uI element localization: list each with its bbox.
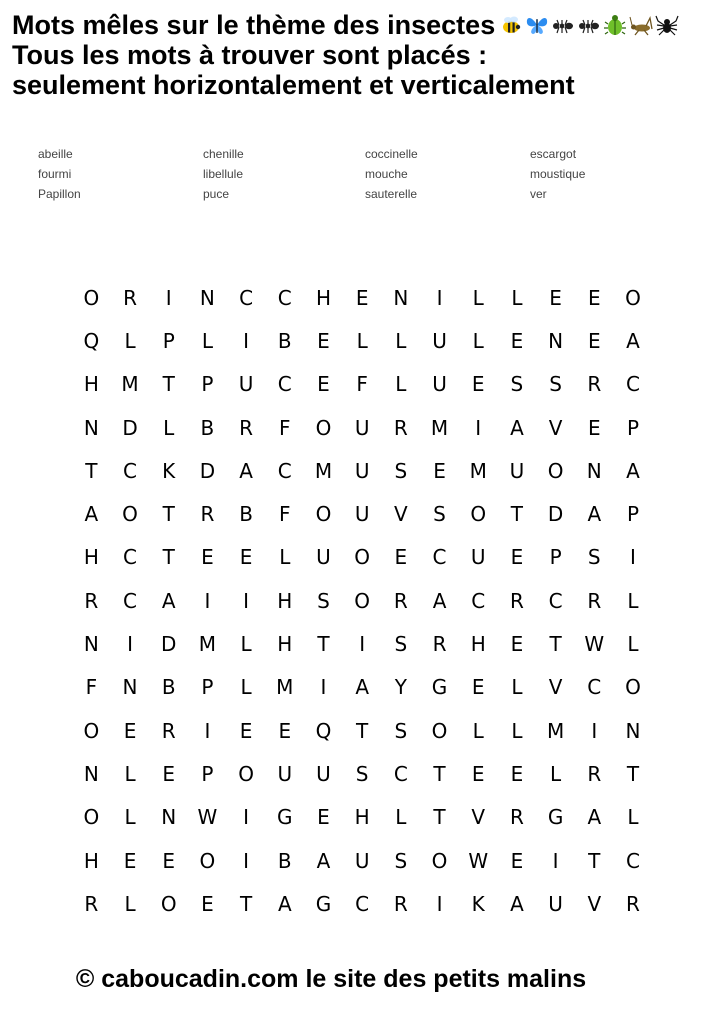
grid-cell[interactable]: R: [123, 285, 137, 310]
grid-cell[interactable]: N: [393, 285, 409, 310]
grid-cell[interactable]: L: [240, 675, 252, 700]
grid-cell[interactable]: I: [165, 285, 172, 310]
grid-cell[interactable]: S: [317, 588, 330, 613]
grid-cell[interactable]: D: [199, 458, 216, 483]
grid-cell[interactable]: O: [199, 848, 216, 873]
grid-cell[interactable]: F: [85, 675, 98, 700]
grid-cell[interactable]: V: [394, 502, 408, 527]
grid-cell[interactable]: E: [471, 675, 485, 700]
grid-cell[interactable]: T: [162, 502, 175, 527]
grid-cell[interactable]: U: [354, 415, 370, 440]
grid-cell[interactable]: H: [277, 588, 293, 613]
grid-cell[interactable]: C: [548, 588, 563, 613]
grid-cell[interactable]: N: [199, 285, 215, 310]
grid-cell[interactable]: P: [201, 372, 214, 397]
grid-cell[interactable]: E: [471, 761, 485, 786]
grid-cell[interactable]: E: [587, 415, 601, 440]
grid-cell[interactable]: A: [316, 848, 331, 873]
grid-cell[interactable]: E: [317, 372, 330, 397]
title-line-3: seulement horizontalement et verticalement: [12, 70, 575, 100]
title-line-1: Mots mêles sur le thème des insectes: [12, 10, 712, 40]
grid-cell[interactable]: C: [123, 458, 138, 483]
grid-cell[interactable]: U: [316, 761, 331, 786]
grid-cell[interactable]: O: [625, 675, 641, 700]
grid-cell[interactable]: E: [355, 285, 369, 310]
grid-cell[interactable]: S: [394, 718, 408, 743]
grid-cell[interactable]: R: [84, 891, 99, 916]
grid-cell[interactable]: O: [315, 502, 332, 527]
grid-cell[interactable]: W: [468, 848, 489, 873]
grid-cell[interactable]: M: [546, 718, 565, 743]
grid-cell[interactable]: R: [200, 502, 215, 527]
word-list-item: mouche: [365, 167, 408, 181]
grid-cell[interactable]: E: [239, 545, 253, 570]
grid-cell[interactable]: N: [83, 415, 99, 440]
grid-cell[interactable]: I: [630, 545, 636, 570]
grid-cell[interactable]: B: [239, 502, 253, 527]
grid-cell[interactable]: T: [162, 372, 175, 397]
grid-cell[interactable]: L: [163, 415, 175, 440]
grid-cell[interactable]: P: [549, 545, 562, 570]
title-line-2: Tous les mots à trouver sont placés :: [12, 40, 488, 70]
grid-cell[interactable]: A: [84, 502, 99, 527]
grid-cell[interactable]: S: [394, 848, 408, 873]
grid-cell[interactable]: E: [123, 848, 137, 873]
grid-cell[interactable]: L: [395, 372, 407, 397]
grid-cell[interactable]: E: [278, 718, 292, 743]
grid-cell[interactable]: E: [510, 632, 524, 657]
grid-cell[interactable]: F: [279, 415, 291, 440]
grid-cell[interactable]: R: [587, 588, 602, 613]
grid-cell[interactable]: N: [83, 632, 99, 657]
grid-cell[interactable]: E: [510, 848, 524, 873]
grid-cell[interactable]: C: [239, 285, 254, 310]
grid-cell[interactable]: U: [354, 502, 370, 527]
grid-cell[interactable]: L: [395, 805, 407, 830]
grid-cell[interactable]: P: [201, 675, 214, 700]
grid-cell[interactable]: C: [432, 545, 447, 570]
grid-cell[interactable]: S: [355, 761, 369, 786]
grid-cell[interactable]: U: [354, 458, 370, 483]
grid-cell[interactable]: H: [470, 632, 486, 657]
grid-cell[interactable]: U: [277, 761, 293, 786]
grid-cell[interactable]: C: [277, 372, 292, 397]
grid-cell[interactable]: N: [161, 805, 177, 830]
grid-cell[interactable]: L: [550, 761, 562, 786]
grid-cell[interactable]: B: [277, 328, 292, 353]
grid-cell[interactable]: W: [197, 805, 218, 830]
grid-cell[interactable]: L: [240, 632, 252, 657]
grid-cell[interactable]: R: [393, 588, 408, 613]
grid-cell[interactable]: E: [162, 848, 176, 873]
grid-cell[interactable]: E: [471, 372, 485, 397]
word-list-item: Papillon: [38, 187, 81, 201]
grid-cell[interactable]: R: [239, 415, 254, 440]
grid-cell[interactable]: I: [552, 848, 559, 873]
grid-cell[interactable]: O: [160, 891, 177, 916]
grid-cell[interactable]: R: [626, 891, 640, 916]
grid-cell[interactable]: L: [511, 285, 523, 310]
grid-cell[interactable]: S: [549, 372, 562, 397]
ant-icon: [551, 13, 575, 37]
grid-cell[interactable]: M: [469, 458, 487, 483]
word-list-item: libellule: [203, 167, 244, 181]
word-list-item: coccinelle: [365, 147, 418, 161]
grid-cell[interactable]: T: [85, 458, 98, 483]
grid-cell[interactable]: C: [625, 372, 640, 397]
grid-cell[interactable]: Y: [394, 675, 407, 700]
grid-cell[interactable]: S: [587, 545, 601, 570]
grid-cell[interactable]: O: [354, 545, 371, 570]
grid-cell[interactable]: R: [509, 805, 524, 830]
grid-cell[interactable]: L: [472, 718, 484, 743]
grid-cell[interactable]: R: [587, 372, 602, 397]
grid-cell[interactable]: A: [161, 588, 176, 613]
grid-cell[interactable]: T: [549, 632, 562, 657]
grid-cell[interactable]: T: [239, 891, 253, 916]
grid-cell[interactable]: A: [277, 891, 292, 916]
grid-cell[interactable]: H: [354, 805, 370, 830]
grid-cell[interactable]: M: [276, 675, 294, 700]
grid-cell[interactable]: L: [627, 588, 639, 613]
grid-cell[interactable]: M: [198, 632, 217, 657]
grid-cell[interactable]: A: [626, 328, 640, 353]
grid-cell[interactable]: B: [161, 675, 176, 700]
grid-cell[interactable]: S: [394, 632, 408, 657]
word-list-item: ver: [530, 187, 547, 201]
grid-cell[interactable]: D: [161, 632, 177, 657]
grid-cell[interactable]: F: [279, 502, 291, 527]
grid-cell[interactable]: T: [356, 718, 369, 743]
grid-cell[interactable]: C: [277, 285, 292, 310]
grid-cell[interactable]: A: [432, 588, 447, 613]
grid-cell[interactable]: V: [548, 675, 563, 700]
grid-cell[interactable]: E: [162, 761, 176, 786]
grid-cell[interactable]: D: [547, 502, 564, 527]
grid-cell[interactable]: I: [436, 891, 443, 916]
grid-cell[interactable]: V: [587, 891, 602, 916]
grid-cell[interactable]: E: [201, 545, 214, 570]
grid-cell[interactable]: M: [314, 458, 333, 483]
word-list-item: puce: [203, 187, 230, 201]
grid-cell[interactable]: O: [83, 718, 100, 743]
grid-cell[interactable]: O: [83, 805, 100, 830]
grid-cell[interactable]: T: [433, 805, 446, 830]
grid-cell[interactable]: I: [320, 675, 327, 700]
grid-cell[interactable]: G: [547, 805, 564, 830]
grid-cell[interactable]: C: [625, 848, 640, 873]
grid-cell[interactable]: O: [354, 588, 371, 613]
grid-cell[interactable]: H: [83, 545, 99, 570]
grid-cell[interactable]: L: [201, 328, 213, 353]
bee-icon: [499, 13, 523, 37]
word-list-item: chenille: [203, 147, 244, 161]
cricket-icon: [629, 13, 653, 37]
grid-cell[interactable]: A: [510, 415, 524, 440]
grid-cell[interactable]: B: [277, 848, 292, 873]
grid-cell[interactable]: Q: [315, 718, 332, 743]
grid-cell[interactable]: U: [238, 372, 254, 397]
grid-cell[interactable]: P: [626, 502, 639, 527]
grid-cell[interactable]: H: [83, 848, 99, 873]
grid-cell[interactable]: G: [277, 805, 293, 830]
grid-cell[interactable]: L: [279, 545, 291, 570]
grid-cell[interactable]: C: [355, 891, 370, 916]
grid-cell[interactable]: U: [509, 458, 525, 483]
grid-cell[interactable]: O: [122, 502, 138, 527]
grid-cell[interactable]: R: [587, 761, 602, 786]
grid-cell[interactable]: E: [239, 718, 253, 743]
grid-cell[interactable]: L: [472, 285, 484, 310]
grid-cell[interactable]: E: [510, 328, 524, 353]
grid-cell[interactable]: U: [548, 891, 563, 916]
letter-grid: [72, 276, 652, 925]
grid-cell[interactable]: T: [433, 761, 446, 786]
beetle-icon: [603, 13, 627, 37]
grid-cell[interactable]: A: [626, 458, 640, 483]
footer-copyright: © caboucadin.com le site des petits malins: [75, 965, 587, 993]
grid-cell[interactable]: L: [356, 328, 368, 353]
grid-cell[interactable]: I: [243, 328, 250, 353]
grid-cell[interactable]: O: [625, 285, 641, 310]
word-list-item: escargot: [530, 147, 577, 161]
grid-cell[interactable]: C: [123, 545, 138, 570]
grid-cell[interactable]: U: [470, 545, 486, 570]
ant-icon: [577, 13, 601, 37]
grid-cell[interactable]: K: [471, 891, 485, 916]
grid-cell[interactable]: V: [548, 415, 563, 440]
grid-cell[interactable]: O: [470, 502, 487, 527]
grid-cell[interactable]: O: [431, 718, 448, 743]
grid-cell[interactable]: S: [433, 502, 446, 527]
grid-cell[interactable]: O: [547, 458, 564, 483]
grid-cell[interactable]: P: [201, 761, 214, 786]
grid-cell[interactable]: R: [509, 588, 524, 613]
grid-cell[interactable]: F: [356, 372, 368, 397]
grid-cell[interactable]: E: [587, 328, 601, 353]
grid-cell[interactable]: R: [161, 718, 176, 743]
butterfly-icon: [525, 13, 549, 37]
grid-cell[interactable]: O: [315, 415, 332, 440]
grid-cell[interactable]: G: [315, 891, 332, 916]
grid-cell[interactable]: Q: [83, 328, 100, 353]
grid-cell[interactable]: R: [393, 891, 408, 916]
grid-cell[interactable]: R: [84, 588, 99, 613]
insect-emoji-row: [499, 13, 679, 37]
grid-cell[interactable]: N: [122, 675, 138, 700]
grid-cell[interactable]: E: [317, 328, 330, 353]
page-title: [12, 10, 712, 100]
grid-cell[interactable]: C: [123, 588, 138, 613]
grid-cell[interactable]: P: [162, 328, 175, 353]
grid-cell[interactable]: N: [625, 718, 641, 743]
grid-cell[interactable]: E: [394, 545, 408, 570]
grid-cell[interactable]: I: [436, 285, 443, 310]
grid-cell[interactable]: S: [394, 458, 408, 483]
grid-cell[interactable]: A: [355, 675, 369, 700]
grid-cell[interactable]: I: [591, 718, 598, 743]
grid-cell[interactable]: C: [587, 675, 602, 700]
grid-cell[interactable]: W: [584, 632, 605, 657]
grid-cell[interactable]: L: [472, 328, 484, 353]
grid-cell[interactable]: P: [626, 415, 639, 440]
grid-cell[interactable]: U: [354, 848, 370, 873]
grid-cell[interactable]: T: [162, 545, 175, 570]
grid-cell[interactable]: B: [200, 415, 215, 440]
grid-cell[interactable]: N: [548, 328, 564, 353]
grid-cell[interactable]: I: [204, 718, 211, 743]
word-list-item: abeille: [38, 147, 73, 161]
word-list: [38, 146, 678, 203]
grid-cell[interactable]: N: [83, 761, 99, 786]
grid-cell[interactable]: E: [510, 545, 524, 570]
grid-cell[interactable]: O: [431, 848, 448, 873]
grid-cell[interactable]: O: [238, 761, 254, 786]
grid-cell[interactable]: I: [475, 415, 482, 440]
grid-cell[interactable]: H: [315, 285, 331, 310]
grid-cell[interactable]: A: [587, 805, 602, 830]
word-list-item: moustique: [530, 167, 586, 181]
grid-cell[interactable]: E: [123, 718, 137, 743]
grid-cell[interactable]: L: [124, 328, 136, 353]
grid-cell[interactable]: C: [277, 458, 292, 483]
grid-cell[interactable]: K: [162, 458, 176, 483]
grid-cell[interactable]: T: [626, 761, 640, 786]
grid-cell[interactable]: L: [627, 632, 639, 657]
grid-cell[interactable]: L: [124, 761, 136, 786]
grid-cell[interactable]: L: [511, 675, 523, 700]
grid-cell[interactable]: I: [243, 588, 250, 613]
grid-cell[interactable]: E: [549, 285, 562, 310]
grid-cell[interactable]: I: [243, 848, 250, 873]
word-list-item: fourmi: [38, 167, 72, 181]
grid-cell[interactable]: S: [510, 372, 524, 397]
grid-cell[interactable]: E: [433, 458, 446, 483]
grid-cell[interactable]: V: [471, 805, 486, 830]
grid-cell[interactable]: T: [317, 632, 330, 657]
grid-cell[interactable]: G: [431, 675, 448, 700]
grid-cell[interactable]: U: [432, 372, 447, 397]
grid-cell[interactable]: U: [316, 545, 331, 570]
grid-cell[interactable]: M: [121, 372, 139, 397]
grid-cell[interactable]: R: [432, 632, 447, 657]
grid-cell[interactable]: T: [588, 848, 601, 873]
word-list-item: sauterelle: [365, 187, 418, 201]
grid-cell[interactable]: L: [511, 718, 523, 743]
grid-cell[interactable]: A: [587, 502, 602, 527]
grid-cell[interactable]: I: [243, 805, 250, 830]
grid-cell[interactable]: I: [359, 632, 366, 657]
grid-cell[interactable]: L: [124, 891, 136, 916]
grid-cell[interactable]: C: [393, 761, 408, 786]
grid-cell[interactable]: T: [510, 502, 524, 527]
grid-cell[interactable]: O: [83, 285, 100, 310]
grid-cell[interactable]: A: [239, 458, 253, 483]
grid-cell[interactable]: L: [395, 328, 407, 353]
grid-cell[interactable]: H: [83, 372, 99, 397]
grid-cell[interactable]: R: [393, 415, 408, 440]
grid-cell[interactable]: E: [201, 891, 214, 916]
grid-cell[interactable]: M: [430, 415, 449, 440]
grid-cell[interactable]: U: [432, 328, 447, 353]
grid-cell[interactable]: C: [471, 588, 486, 613]
grid-cell[interactable]: N: [586, 458, 602, 483]
grid-cell[interactable]: D: [122, 415, 138, 440]
grid-cell[interactable]: E: [587, 285, 601, 310]
grid-cell[interactable]: H: [277, 632, 293, 657]
grid-cell[interactable]: I: [204, 588, 211, 613]
grid-cell[interactable]: I: [127, 632, 133, 657]
grid-cell[interactable]: E: [510, 761, 524, 786]
spider-icon: [655, 13, 679, 37]
grid-cell[interactable]: A: [510, 891, 524, 916]
grid-cell[interactable]: L: [124, 805, 136, 830]
grid-cell[interactable]: E: [317, 805, 330, 830]
grid-cell[interactable]: L: [627, 805, 639, 830]
